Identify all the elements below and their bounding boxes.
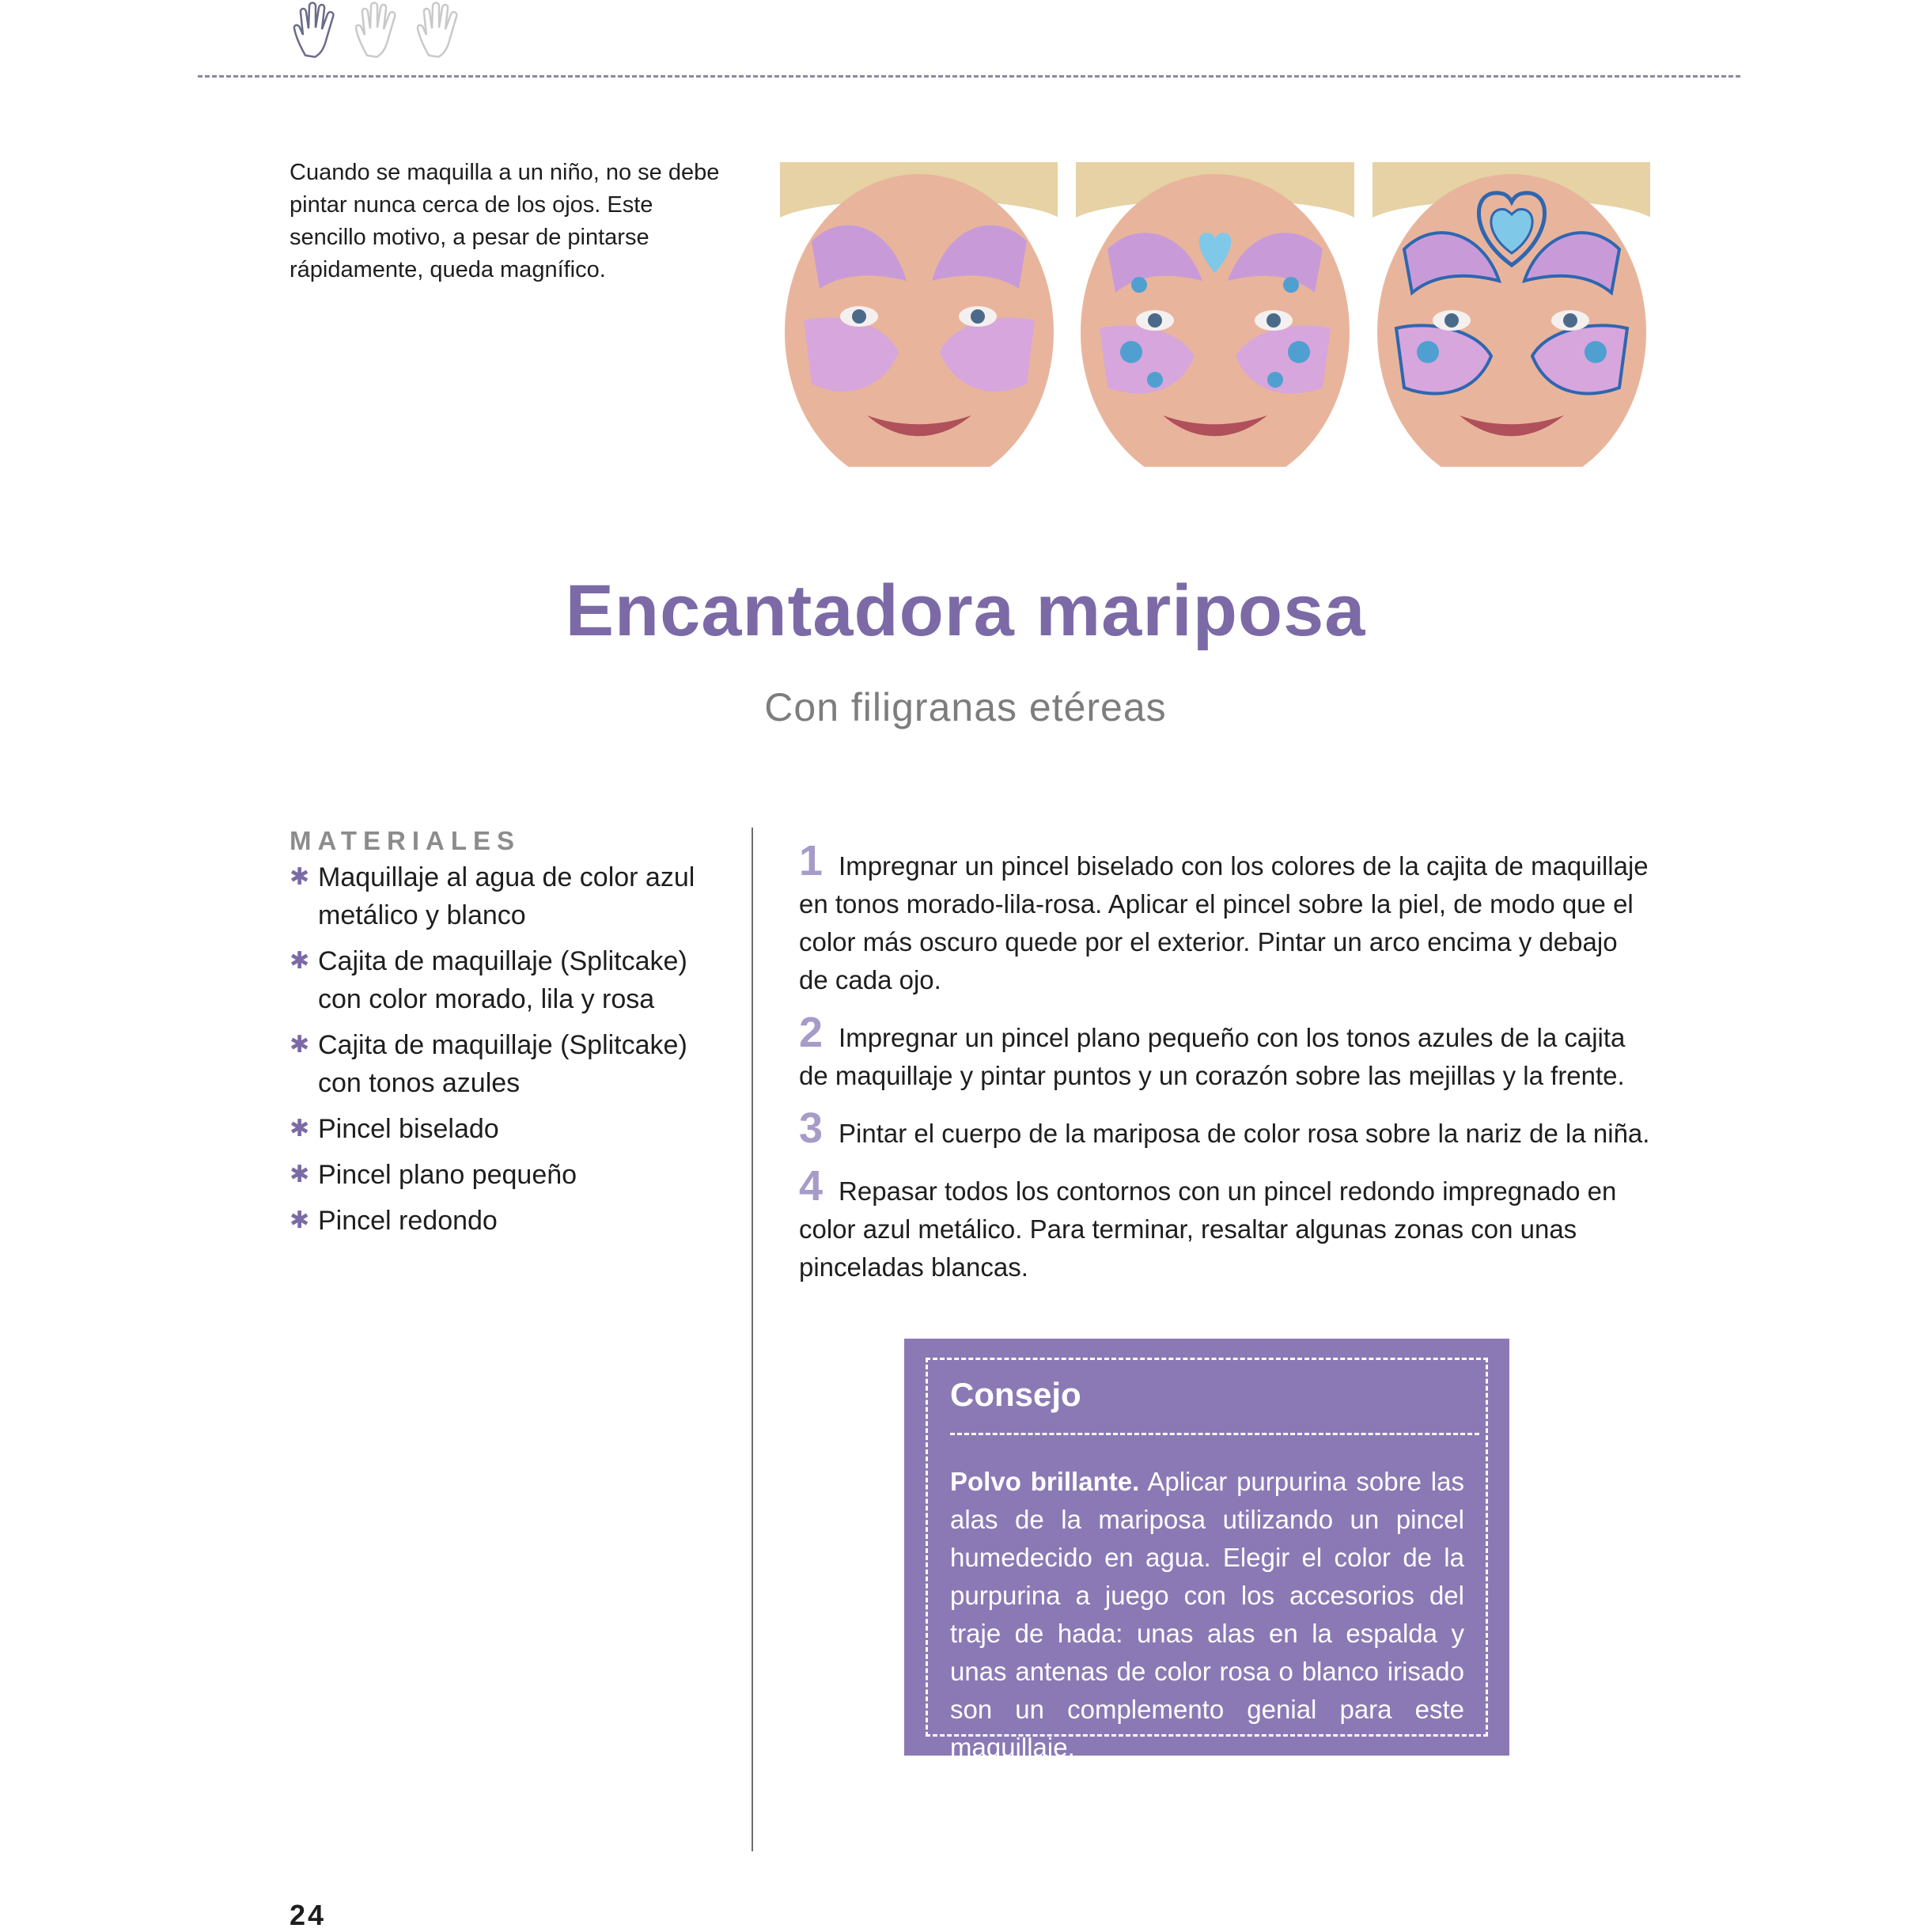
step-1-photo — [780, 162, 1058, 467]
header-divider — [198, 75, 1740, 78]
step-number: 2 — [799, 1009, 824, 1056]
step-text: Impregnar un pincel plano pequeño con los tonos azules de la cajita de maquillaje y pintar puntos y un corazón sobre las mejillas y la frente. — [799, 1023, 1626, 1090]
list-item: ✱ Pincel biselado — [290, 1110, 701, 1148]
step-number: 4 — [799, 1162, 824, 1210]
asterisk-bullet-icon: ✱ — [290, 864, 310, 890]
asterisk-bullet-icon: ✱ — [290, 1161, 310, 1188]
asterisk-bullet-icon: ✱ — [290, 1207, 310, 1233]
hand-icon — [415, 0, 471, 60]
step-text: Impregnar un pincel biselado con los colores de la cajita de maquillaje en tonos morado-lila-rosa. Aplicar el pincel sobre la piel, de modo que el color más oscuro quede por el exterior. Pintar un arco encima y debajo de cada ojo. — [799, 851, 1649, 994]
page-number: 24 — [290, 1899, 327, 1931]
list-item: ✱ Cajita de maquillaje (Splitcake) con color morado, lila y rosa — [290, 942, 701, 1018]
step-text: Repasar todos los contornos con un pincel redondo impregnado en color azul metálico. Para terminar, resaltar algunas zonas con unas pinceladas blancas. — [799, 1176, 1617, 1282]
instruction-steps — [799, 837, 1653, 1304]
asterisk-bullet-icon: ✱ — [290, 948, 310, 974]
list-item: ✱ Cajita de maquillaje (Splitcake) con tonos azules — [290, 1026, 701, 1102]
tip-lead: Polvo brillante. — [950, 1467, 1140, 1496]
step-3 — [799, 1104, 1653, 1153]
header-icons — [291, 0, 473, 63]
page-title: Encantadora mariposa — [565, 570, 1366, 651]
step-number: 1 — [799, 837, 824, 885]
asterisk-bullet-icon: ✱ — [290, 1032, 310, 1058]
asterisk-bullet-icon: ✱ — [290, 1116, 310, 1142]
intro-text: Cuando se maquilla a un niño, no se debe pintar nunca cerca de los ojos. Este sencillo motivo, a pesar de pintarse rápidamente, queda magnífico. — [290, 160, 720, 282]
column-divider — [752, 828, 753, 1851]
page-subtitle: Con filigranas etéreas — [764, 685, 1167, 729]
step-4 — [799, 1162, 1653, 1286]
step-2 — [799, 1009, 1653, 1095]
tip-text — [950, 1463, 1464, 1767]
hand-icon — [291, 0, 348, 60]
tip-title: Consejo — [950, 1376, 1081, 1413]
step-3-photo — [1373, 162, 1650, 467]
hand-icon — [353, 0, 410, 60]
list-item: ✱ Pincel redondo — [290, 1202, 701, 1240]
step-text: Pintar el cuerpo de la mariposa de color rosa sobre la nariz de la niña. — [839, 1119, 1650, 1148]
tip-box — [904, 1339, 1509, 1762]
tip-border — [926, 1358, 1488, 1762]
list-item: ✱ Pincel plano pequeño — [290, 1156, 701, 1194]
photo-strip — [780, 162, 1650, 467]
tip-divider — [950, 1433, 1479, 1435]
step-2-photo — [1076, 162, 1354, 467]
list-item: ✱ Maquillaje al agua de color azul metálico y blanco — [290, 858, 701, 934]
materials-list — [290, 858, 701, 1248]
step-1 — [799, 837, 1653, 999]
step-number: 3 — [799, 1104, 824, 1152]
tip-body: Aplicar purpurina sobre las alas de la mariposa utilizando un pincel humedecido en agua. Elegir el color de la purpurina a juego con los accesorios del traje de hada: unas alas en la espalda y unas antenas de color rosa o blanco irisado son un complemento genial para este maquillaje. — [950, 1467, 1464, 1762]
materials-heading: MATERIALES — [290, 826, 521, 855]
